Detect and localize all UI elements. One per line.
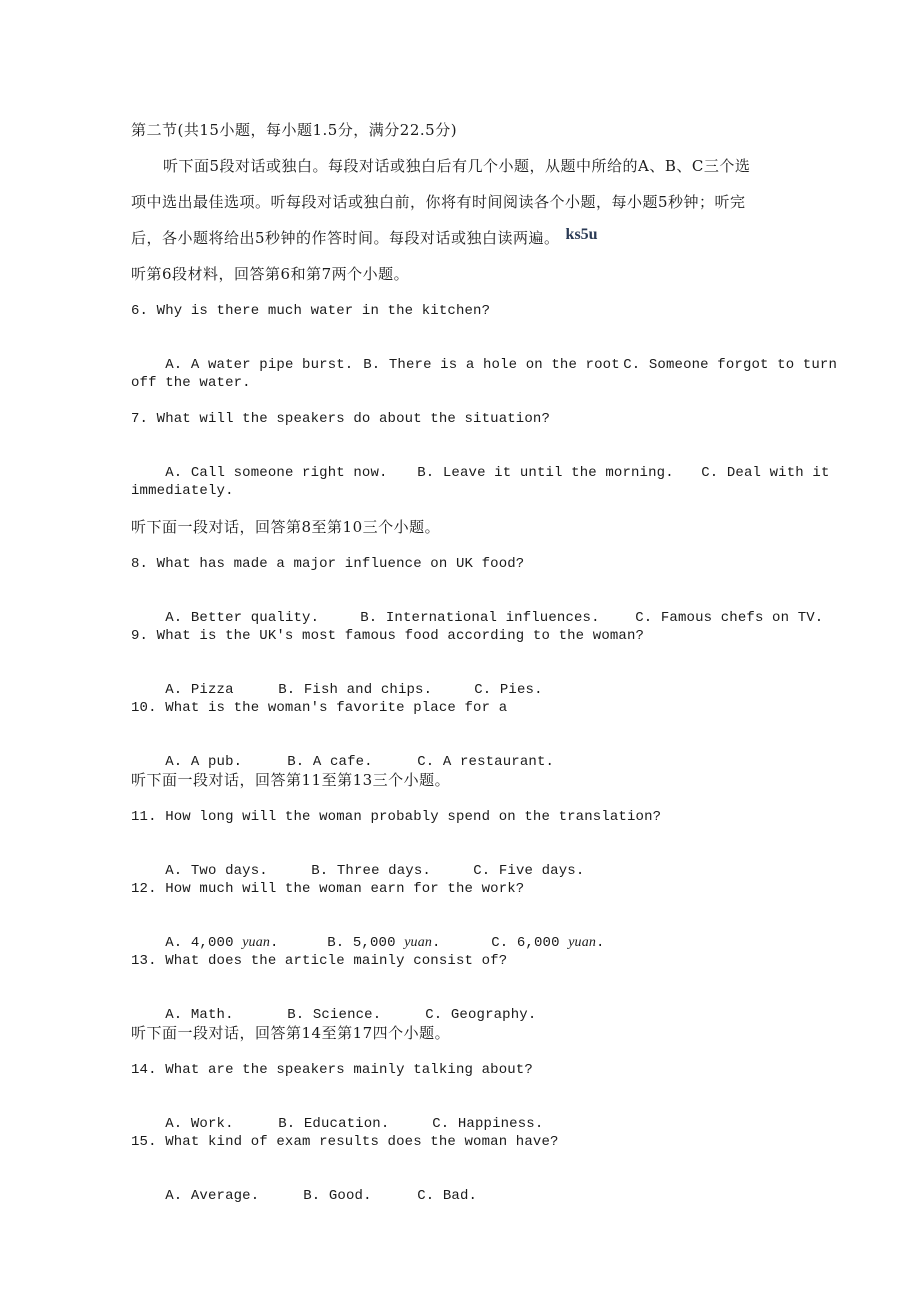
option-a[interactable]: A. A pub. [165, 754, 243, 770]
option-c[interactable]: C. Someone forgot to turn [623, 357, 838, 373]
option-b[interactable]: B. Education. [278, 1116, 390, 1132]
option-b[interactable]: B. A cafe. [287, 754, 373, 770]
option-b-currency: yuan [404, 935, 433, 950]
option-b[interactable] [327, 934, 491, 952]
option-a[interactable]: A. Pizza [165, 682, 234, 698]
option-c[interactable]: C. Famous chefs on TV. [635, 610, 824, 626]
group-intro: 听第6段材料，回答第6和第7两个小题。 [131, 265, 410, 283]
question-stem-13: 13. What does the article mainly consist of? [131, 953, 508, 969]
option-a[interactable]: A. Call someone right now. [165, 465, 388, 481]
option-b[interactable]: B. Fish and chips. [278, 682, 433, 698]
question-stem-14: 14. What are the speakers mainly talking about? [131, 1062, 533, 1078]
option-c-period: . [596, 935, 605, 951]
option-c[interactable]: C. Deal with it [701, 465, 830, 481]
option-a-currency: yuan [242, 935, 271, 950]
instructions-line-2: 项中选出最佳选项。听每段对话或独白前，你将有时间阅读各个小题，每小题5秒钟；听完 [131, 193, 746, 211]
option-c[interactable]: C. A restaurant. [417, 754, 555, 770]
question-stem-10: 10. What is the woman's favorite place for a [131, 700, 508, 716]
question-stem-9: 9. What is the UK's most famous food according to the woman? [131, 628, 645, 644]
option-c-currency: yuan [568, 935, 597, 950]
options-row-7 [131, 446, 830, 500]
option-a[interactable] [165, 934, 327, 952]
option-a-period: . [270, 935, 279, 951]
group-intro: 听下面一段对话，回答第14至第17四个小题。 [131, 1024, 451, 1042]
question-stem-6: 6. Why is there much water in the kitchen? [131, 303, 491, 319]
option-a[interactable]: A. A water pipe burst. [165, 357, 354, 373]
option-b[interactable]: B. Good. [303, 1188, 372, 1204]
option-c[interactable]: C. Pies. [474, 682, 543, 698]
option-b[interactable]: B. Leave it until the morning. [417, 465, 674, 481]
option-continuation: off the water. [131, 375, 251, 391]
question-stem-11: 11. How long will the woman probably spend on the translation? [131, 809, 662, 825]
option-c[interactable]: C. Five days. [473, 863, 585, 879]
option-c[interactable]: C. Bad. [417, 1188, 478, 1204]
option-c[interactable]: C. Geography. [425, 1007, 537, 1023]
option-b-period: . [432, 935, 441, 951]
instructions-line-1: 听下面5段对话或独白。每段对话或独白后有几个小题，从题中所给的A、B、C三个选 [163, 157, 751, 175]
question-stem-15: 15. What kind of exam results does the woman have? [131, 1134, 559, 1150]
question-stem-7: 7. What will the speakers do about the situation? [131, 411, 551, 427]
question-stem-12: 12. How much will the woman earn for the work? [131, 881, 525, 897]
instructions-line-3-text: 后，各小题将给出5秒钟的作答时间。每段对话或独白读两遍。 [131, 229, 560, 247]
option-a[interactable]: A. Average. [165, 1188, 260, 1204]
option-c-amount: C. 6,000 [491, 935, 569, 951]
option-b-amount: B. 5,000 [327, 935, 405, 951]
option-a[interactable]: A. Better quality. [165, 610, 320, 626]
option-b[interactable]: B. Science. [287, 1007, 382, 1023]
group-intro: 听下面一段对话，回答第11至第13三个小题。 [131, 771, 451, 789]
option-a[interactable]: A. Math. [165, 1007, 234, 1023]
option-a[interactable]: A. Work. [165, 1116, 234, 1132]
group-intro: 听下面一段对话，回答第8至第10三个小题。 [131, 518, 441, 536]
options-row-15 [131, 1169, 477, 1223]
option-continuation: immediately. [131, 483, 234, 499]
watermark-logo: ks5u [565, 226, 598, 243]
option-b[interactable]: B. International influences. [360, 610, 600, 626]
question-stem-8: 8. What has made a major influence on UK food? [131, 556, 525, 572]
instructions-line-3 [131, 226, 598, 248]
option-b[interactable]: B. Three days. [311, 863, 431, 879]
option-a[interactable]: A. Two days. [165, 863, 268, 879]
option-a-amount: A. 4,000 [165, 935, 243, 951]
option-c[interactable]: C. Happiness. [432, 1116, 544, 1132]
option-c[interactable] [491, 934, 604, 952]
option-b[interactable]: B. There is a hole on the root [363, 357, 620, 373]
section-heading: 第二节(共15小题，每小题1.5分，满分22.5分) [131, 121, 458, 139]
